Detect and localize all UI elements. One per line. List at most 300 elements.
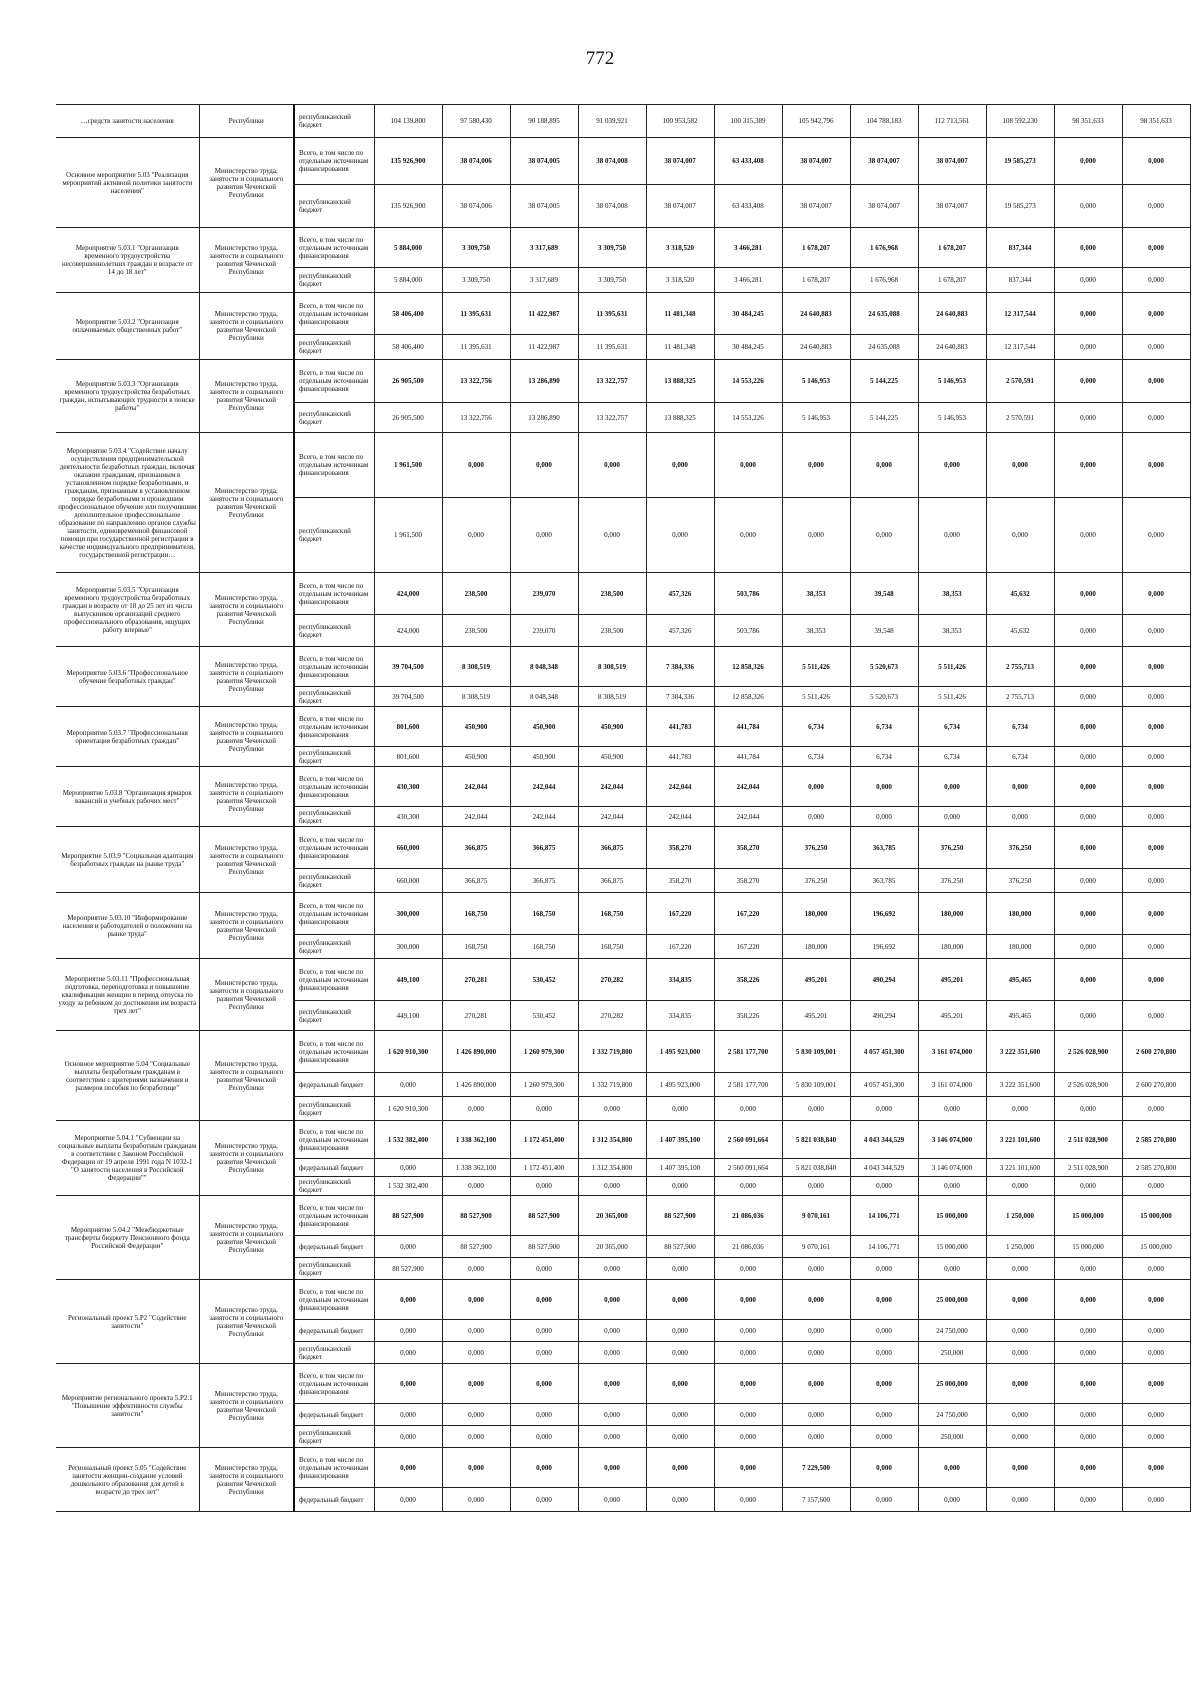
amount-cell: 358,270 bbox=[714, 827, 782, 869]
amount-cell: 0,000 bbox=[646, 1177, 714, 1196]
amount-cell: 0,000 bbox=[510, 1280, 578, 1320]
amount-cell: 0,000 bbox=[1054, 138, 1122, 185]
table-row bbox=[56, 1121, 1190, 1159]
responsible-executor: Министерство труда, занятости и социального развития Чеченской Республики bbox=[199, 433, 294, 573]
amount-cell: 449,100 bbox=[374, 1001, 442, 1031]
amount-cell: 366,875 bbox=[510, 869, 578, 893]
amount-cell: 495,465 bbox=[986, 959, 1054, 1001]
funding-source: республиканский бюджет bbox=[294, 403, 374, 433]
amount-cell: 239,070 bbox=[510, 573, 578, 615]
amount-cell: 0,000 bbox=[1122, 767, 1190, 807]
amount-cell: 167,220 bbox=[714, 935, 782, 959]
amount-cell: 495,201 bbox=[782, 959, 850, 1001]
amount-cell: 0,000 bbox=[714, 1177, 782, 1196]
funding-source: Всего, в том числе по отдельным источникам финансирования bbox=[294, 1121, 374, 1159]
amount-cell: 11 395,631 bbox=[442, 335, 510, 360]
amount-cell: 19 585,273 bbox=[986, 138, 1054, 185]
amount-cell: 0,000 bbox=[1122, 1097, 1190, 1121]
amount-cell: 0,000 bbox=[646, 1097, 714, 1121]
amount-cell: 376,250 bbox=[918, 869, 986, 893]
responsible-executor: Министерство труда, занятости и социального развития Чеченской Республики bbox=[199, 573, 294, 647]
amount-cell: 0,000 bbox=[578, 1404, 646, 1426]
amount-cell: 0,000 bbox=[714, 1404, 782, 1426]
amount-cell: 0,000 bbox=[510, 1097, 578, 1121]
amount-cell: 5 511,426 bbox=[782, 687, 850, 707]
amount-cell: 97 580,430 bbox=[442, 105, 510, 138]
amount-cell: 0,000 bbox=[714, 1280, 782, 1320]
amount-cell: 0,000 bbox=[986, 1097, 1054, 1121]
amount-cell: 38 074,005 bbox=[510, 138, 578, 185]
amount-cell: 0,000 bbox=[510, 1488, 578, 1512]
amount-cell: 239,070 bbox=[510, 615, 578, 647]
amount-cell: 837,344 bbox=[986, 228, 1054, 268]
amount-cell: 376,250 bbox=[986, 869, 1054, 893]
amount-cell: 0,000 bbox=[646, 1280, 714, 1320]
amount-cell: 495,201 bbox=[782, 1001, 850, 1031]
funding-source: республиканский бюджет bbox=[294, 615, 374, 647]
program-item-name: Мероприятие 5.03.11 "Профессиональная подготовка, переподготовка и повышение квалификации женщин в период отпуска по уходу за ребенком до достижения им возраста трех лет" bbox=[56, 959, 199, 1031]
amount-cell: 3 146 074,000 bbox=[918, 1159, 986, 1177]
amount-cell: 108 592,230 bbox=[986, 105, 1054, 138]
amount-cell: 5 146,953 bbox=[918, 403, 986, 433]
amount-cell: 441,783 bbox=[646, 707, 714, 747]
amount-cell: 3 221 101,600 bbox=[986, 1159, 1054, 1177]
amount-cell: 1 678,207 bbox=[918, 268, 986, 293]
amount-cell: 14 106,771 bbox=[850, 1196, 918, 1236]
responsible-executor: Министерство труда, занятости и социального развития Чеченской Республики bbox=[199, 893, 294, 959]
amount-cell: 30 484,245 bbox=[714, 293, 782, 335]
amount-cell: 0,000 bbox=[714, 433, 782, 498]
amount-cell: 250,000 bbox=[918, 1342, 986, 1364]
amount-cell: 0,000 bbox=[986, 1280, 1054, 1320]
amount-cell: 0,000 bbox=[510, 498, 578, 573]
amount-cell: 0,000 bbox=[850, 1280, 918, 1320]
amount-cell: 2 560 091,664 bbox=[714, 1121, 782, 1159]
amount-cell: 270,281 bbox=[442, 959, 510, 1001]
amount-cell: 1 332 719,800 bbox=[578, 1031, 646, 1073]
amount-cell: 13 286,890 bbox=[510, 403, 578, 433]
amount-cell: 1 676,968 bbox=[850, 268, 918, 293]
amount-cell: 100 315,389 bbox=[714, 105, 782, 138]
amount-cell: 0,000 bbox=[1054, 498, 1122, 573]
amount-cell: 0,000 bbox=[578, 1177, 646, 1196]
program-item-name: Мероприятие 5.04.1 "Субвенции на социальные выплаты безработным гражданам в соответствии с Законом Российской Федерации от 19 апреля 1991 года N 1032-1 "О занятости населения в Российской Федерации"" bbox=[56, 1121, 199, 1196]
program-item-name: Мероприятие 5.03.8 "Организация ярмарок вакансий и учебных рабочих мест" bbox=[56, 767, 199, 827]
amount-cell: 0,000 bbox=[442, 1342, 510, 1364]
table-row bbox=[56, 360, 1190, 403]
amount-cell: 1 407 395,100 bbox=[646, 1159, 714, 1177]
amount-cell: 30 484,245 bbox=[714, 335, 782, 360]
amount-cell: 837,344 bbox=[986, 268, 1054, 293]
amount-cell: 180,000 bbox=[782, 935, 850, 959]
responsible-executor: Министерство труда, занятости и социального развития Чеченской Республики bbox=[199, 293, 294, 360]
amount-cell: 0,000 bbox=[850, 1448, 918, 1488]
amount-cell: 366,875 bbox=[442, 827, 510, 869]
amount-cell: 1 260 979,300 bbox=[510, 1031, 578, 1073]
amount-cell: 7 384,336 bbox=[646, 647, 714, 687]
amount-cell: 0,000 bbox=[782, 1097, 850, 1121]
amount-cell: 4 043 344,529 bbox=[850, 1159, 918, 1177]
responsible-executor: Министерство труда, занятости и социального развития Чеченской Республики bbox=[199, 767, 294, 827]
amount-cell: 376,250 bbox=[782, 827, 850, 869]
amount-cell: 0,000 bbox=[374, 1280, 442, 1320]
amount-cell: 358,270 bbox=[646, 827, 714, 869]
amount-cell: 167,220 bbox=[646, 935, 714, 959]
funding-source: республиканский бюджет bbox=[294, 1177, 374, 1196]
amount-cell: 2 755,713 bbox=[986, 647, 1054, 687]
amount-cell: 39,548 bbox=[850, 573, 918, 615]
amount-cell: 0,000 bbox=[1054, 335, 1122, 360]
amount-cell: 0,000 bbox=[1122, 935, 1190, 959]
amount-cell: 0,000 bbox=[1122, 335, 1190, 360]
amount-cell: 9 070,161 bbox=[782, 1196, 850, 1236]
amount-cell: 0,000 bbox=[1122, 827, 1190, 869]
amount-cell: 0,000 bbox=[442, 1448, 510, 1488]
amount-cell: 167,220 bbox=[646, 893, 714, 935]
amount-cell: 12 317,544 bbox=[986, 293, 1054, 335]
amount-cell: 490,294 bbox=[850, 959, 918, 1001]
amount-cell: 3 317,689 bbox=[510, 228, 578, 268]
amount-cell: 0,000 bbox=[1122, 433, 1190, 498]
amount-cell: 26 905,500 bbox=[374, 360, 442, 403]
amount-cell: 88 527,900 bbox=[646, 1196, 714, 1236]
program-item-name: Региональный проект 5.Р2 "Содействие занятости" bbox=[56, 1280, 199, 1364]
amount-cell: 5 821 038,840 bbox=[782, 1121, 850, 1159]
funding-source: Всего, в том числе по отдельным источникам финансирования bbox=[294, 827, 374, 869]
funding-source: Всего, в том числе по отдельным источникам финансирования bbox=[294, 1280, 374, 1320]
amount-cell: 358,226 bbox=[714, 959, 782, 1001]
amount-cell: 441,784 bbox=[714, 747, 782, 767]
amount-cell: 1 620 910,300 bbox=[374, 1031, 442, 1073]
amount-cell: 6,734 bbox=[850, 707, 918, 747]
amount-cell: 270,281 bbox=[442, 1001, 510, 1031]
program-item-name: Мероприятие 5.03.3 "Организация временного трудоустройства безработных граждан, испытывающих трудности в поиске работы" bbox=[56, 360, 199, 433]
table-row bbox=[56, 433, 1190, 498]
amount-cell: 0,000 bbox=[1054, 1488, 1122, 1512]
amount-cell: 11 395,631 bbox=[578, 335, 646, 360]
amount-cell: 1 426 890,000 bbox=[442, 1073, 510, 1097]
responsible-executor: Министерство труда, занятости и социального развития Чеченской Республики bbox=[199, 1031, 294, 1121]
amount-cell: 0,000 bbox=[1054, 1177, 1122, 1196]
amount-cell: 180,000 bbox=[918, 893, 986, 935]
amount-cell: 14 106,771 bbox=[850, 1236, 918, 1258]
amount-cell: 0,000 bbox=[1122, 893, 1190, 935]
funding-source: Всего, в том числе по отдельным источникам финансирования bbox=[294, 707, 374, 747]
amount-cell: 7 384,336 bbox=[646, 687, 714, 707]
amount-cell: 0,000 bbox=[1122, 959, 1190, 1001]
table-row bbox=[56, 959, 1190, 1001]
amount-cell: 12 858,326 bbox=[714, 647, 782, 687]
amount-cell: 8 308,519 bbox=[578, 647, 646, 687]
amount-cell: 242,044 bbox=[578, 767, 646, 807]
funding-source: Всего, в том числе по отдельным источникам финансирования bbox=[294, 138, 374, 185]
amount-cell: 0,000 bbox=[442, 1404, 510, 1426]
table-row bbox=[56, 573, 1190, 615]
amount-cell: 0,000 bbox=[1122, 615, 1190, 647]
amount-cell: 0,000 bbox=[442, 498, 510, 573]
amount-cell: 2 581 177,700 bbox=[714, 1073, 782, 1097]
program-item-name: Основное мероприятие 5.03 "Реализация мероприятий активной политики занятости населения" bbox=[56, 138, 199, 228]
amount-cell: 801,600 bbox=[374, 747, 442, 767]
amount-cell: 91 039,921 bbox=[578, 105, 646, 138]
amount-cell: 0,000 bbox=[374, 1426, 442, 1448]
amount-cell: 1 678,207 bbox=[782, 228, 850, 268]
amount-cell: 376,250 bbox=[782, 869, 850, 893]
amount-cell: 363,785 bbox=[850, 827, 918, 869]
amount-cell: 238,500 bbox=[442, 573, 510, 615]
funding-source: Всего, в том числе по отдельным источникам финансирования bbox=[294, 433, 374, 498]
amount-cell: 0,000 bbox=[782, 1280, 850, 1320]
amount-cell: 0,000 bbox=[986, 1448, 1054, 1488]
amount-cell: 4 057 451,300 bbox=[850, 1031, 918, 1073]
amount-cell: 38,353 bbox=[782, 573, 850, 615]
program-item-name: Мероприятие 5.03.9 "Социальная адаптация безработных граждан на рынке труда" bbox=[56, 827, 199, 893]
amount-cell: 104 788,183 bbox=[850, 105, 918, 138]
amount-cell: 3 309,750 bbox=[442, 268, 510, 293]
amount-cell: 196,692 bbox=[850, 893, 918, 935]
amount-cell: 0,000 bbox=[850, 433, 918, 498]
page-number: 772 bbox=[585, 48, 615, 69]
amount-cell: 0,000 bbox=[918, 1488, 986, 1512]
amount-cell: 0,000 bbox=[374, 1404, 442, 1426]
funding-source: федеральный бюджет bbox=[294, 1320, 374, 1342]
amount-cell: 1 620 910,300 bbox=[374, 1097, 442, 1121]
amount-cell: 6,734 bbox=[782, 747, 850, 767]
amount-cell: 3 466,281 bbox=[714, 268, 782, 293]
amount-cell: 2 600 270,800 bbox=[1122, 1073, 1190, 1097]
amount-cell: 0,000 bbox=[510, 1404, 578, 1426]
responsible-executor: Министерство труда, занятости и социального развития Чеченской Республики bbox=[199, 1364, 294, 1448]
amount-cell: 0,000 bbox=[850, 1258, 918, 1280]
responsible-executor: Министерство труда, занятости и социального развития Чеченской Республики bbox=[199, 1196, 294, 1280]
amount-cell: 270,282 bbox=[578, 1001, 646, 1031]
amount-cell: 366,875 bbox=[578, 827, 646, 869]
amount-cell: 242,044 bbox=[442, 767, 510, 807]
amount-cell: 88 527,900 bbox=[374, 1258, 442, 1280]
amount-cell: 0,000 bbox=[1122, 1258, 1190, 1280]
amount-cell: 0,000 bbox=[578, 1320, 646, 1342]
amount-cell: 14 553,226 bbox=[714, 360, 782, 403]
amount-cell: 12 858,326 bbox=[714, 687, 782, 707]
funding-source: республиканский бюджет bbox=[294, 1097, 374, 1121]
amount-cell: 0,000 bbox=[646, 433, 714, 498]
amount-cell: 38 074,007 bbox=[850, 138, 918, 185]
amount-cell: 0,000 bbox=[510, 1364, 578, 1404]
amount-cell: 0,000 bbox=[374, 1236, 442, 1258]
amount-cell: 366,875 bbox=[510, 827, 578, 869]
program-item-name: Мероприятие 5.04.2 "Межбюджетные трансферты бюджету Пенсионного фонда Российской Федерации" bbox=[56, 1196, 199, 1280]
amount-cell: 38 074,007 bbox=[782, 185, 850, 228]
amount-cell: 0,000 bbox=[1054, 1364, 1122, 1404]
amount-cell: 13 322,756 bbox=[442, 403, 510, 433]
amount-cell: 2 600 270,800 bbox=[1122, 1031, 1190, 1073]
amount-cell: 38 074,006 bbox=[442, 138, 510, 185]
amount-cell: 0,000 bbox=[374, 1488, 442, 1512]
amount-cell: 3 309,750 bbox=[442, 228, 510, 268]
amount-cell: 0,000 bbox=[782, 1258, 850, 1280]
amount-cell: 503,786 bbox=[714, 573, 782, 615]
amount-cell: 13 888,325 bbox=[646, 360, 714, 403]
amount-cell: 0,000 bbox=[442, 1177, 510, 1196]
amount-cell: 11 395,631 bbox=[578, 293, 646, 335]
amount-cell: 0,000 bbox=[714, 1342, 782, 1364]
amount-cell: 8 048,348 bbox=[510, 687, 578, 707]
amount-cell: 0,000 bbox=[782, 807, 850, 827]
amount-cell: 2 585 270,800 bbox=[1122, 1121, 1190, 1159]
table-row bbox=[56, 827, 1190, 869]
amount-cell: 14 553,226 bbox=[714, 403, 782, 433]
program-item-name: Мероприятие 5.03.2 "Организация оплачиваемых общественных работ" bbox=[56, 293, 199, 360]
amount-cell: 0,000 bbox=[646, 1258, 714, 1280]
amount-cell: 0,000 bbox=[1054, 1001, 1122, 1031]
funding-source: республиканский бюджет bbox=[294, 268, 374, 293]
amount-cell: 0,000 bbox=[986, 767, 1054, 807]
responsible-executor: Министерство труда, занятости и социального развития Чеченской Республики bbox=[199, 360, 294, 433]
amount-cell: 6,734 bbox=[986, 747, 1054, 767]
amount-cell: 2 570,591 bbox=[986, 360, 1054, 403]
amount-cell: 38,353 bbox=[782, 615, 850, 647]
amount-cell: 1 312 354,800 bbox=[578, 1159, 646, 1177]
funding-source: Всего, в том числе по отдельным источникам финансирования bbox=[294, 228, 374, 268]
funding-source: республиканский бюджет bbox=[294, 335, 374, 360]
amount-cell: 0,000 bbox=[986, 1426, 1054, 1448]
amount-cell: 0,000 bbox=[442, 1097, 510, 1121]
amount-cell: 45,632 bbox=[986, 615, 1054, 647]
amount-cell: 88 527,900 bbox=[510, 1196, 578, 1236]
amount-cell: 2 560 091,664 bbox=[714, 1159, 782, 1177]
funding-source: республиканский бюджет bbox=[294, 185, 374, 228]
amount-cell: 358,226 bbox=[714, 1001, 782, 1031]
amount-cell: 0,000 bbox=[714, 1320, 782, 1342]
amount-cell: 0,000 bbox=[510, 1426, 578, 1448]
amount-cell: 5 830 109,001 bbox=[782, 1073, 850, 1097]
amount-cell: 0,000 bbox=[374, 1159, 442, 1177]
amount-cell: 0,000 bbox=[1054, 615, 1122, 647]
amount-cell: 530,452 bbox=[510, 1001, 578, 1031]
amount-cell: 1 260 979,300 bbox=[510, 1073, 578, 1097]
responsible-executor: Министерство труда, занятости и социального развития Чеченской Республики bbox=[199, 707, 294, 767]
amount-cell: 363,785 bbox=[850, 869, 918, 893]
amount-cell: 0,000 bbox=[782, 767, 850, 807]
table-row bbox=[56, 228, 1190, 268]
program-item-name: …средств занятости населения bbox=[56, 105, 199, 138]
amount-cell: 5 146,953 bbox=[918, 360, 986, 403]
amount-cell: 38 074,007 bbox=[918, 185, 986, 228]
amount-cell: 242,044 bbox=[442, 807, 510, 827]
amount-cell: 242,044 bbox=[578, 807, 646, 827]
amount-cell: 0,000 bbox=[714, 498, 782, 573]
amount-cell: 2 585 270,800 bbox=[1122, 1159, 1190, 1177]
amount-cell: 58 406,400 bbox=[374, 293, 442, 335]
amount-cell: 0,000 bbox=[442, 1364, 510, 1404]
amount-cell: 424,000 bbox=[374, 573, 442, 615]
amount-cell: 0,000 bbox=[714, 1448, 782, 1488]
table-row bbox=[56, 1448, 1190, 1488]
amount-cell: 39 704,500 bbox=[374, 647, 442, 687]
amount-cell: 0,000 bbox=[646, 1426, 714, 1448]
program-item-name: Мероприятие 5.03.1 "Организация временного трудоустройства несовершеннолетних граждан в возрасте от 14 до 18 лет" bbox=[56, 228, 199, 293]
table-row bbox=[56, 105, 1190, 138]
amount-cell: 0,000 bbox=[714, 1364, 782, 1404]
table-row bbox=[56, 1364, 1190, 1404]
funding-source: республиканский бюджет bbox=[294, 869, 374, 893]
amount-cell: 180,000 bbox=[782, 893, 850, 935]
amount-cell: 242,044 bbox=[510, 807, 578, 827]
amount-cell: 24 640,883 bbox=[782, 335, 850, 360]
amount-cell: 0,000 bbox=[1054, 1404, 1122, 1426]
amount-cell: 270,282 bbox=[578, 959, 646, 1001]
amount-cell: 0,000 bbox=[374, 1320, 442, 1342]
amount-cell: 0,000 bbox=[1122, 403, 1190, 433]
amount-cell: 24 640,883 bbox=[918, 335, 986, 360]
amount-cell: 1 532 382,400 bbox=[374, 1177, 442, 1196]
amount-cell: 660,000 bbox=[374, 827, 442, 869]
amount-cell: 112 713,561 bbox=[918, 105, 986, 138]
amount-cell: 0,000 bbox=[986, 1488, 1054, 1512]
amount-cell: 63 433,408 bbox=[714, 185, 782, 228]
amount-cell: 238,500 bbox=[442, 615, 510, 647]
amount-cell: 238,500 bbox=[578, 573, 646, 615]
amount-cell: 4 043 344,529 bbox=[850, 1121, 918, 1159]
amount-cell: 0,000 bbox=[850, 1097, 918, 1121]
amount-cell: 38 074,007 bbox=[646, 185, 714, 228]
amount-cell: 2 570,591 bbox=[986, 403, 1054, 433]
amount-cell: 1 678,207 bbox=[782, 268, 850, 293]
amount-cell: 180,000 bbox=[918, 935, 986, 959]
amount-cell: 0,000 bbox=[374, 1073, 442, 1097]
amount-cell: 0,000 bbox=[1122, 1177, 1190, 1196]
amount-cell: 0,000 bbox=[1122, 747, 1190, 767]
funding-source: республиканский бюджет bbox=[294, 807, 374, 827]
amount-cell: 58 406,400 bbox=[374, 335, 442, 360]
responsible-executor: Министерство труда, занятости и социального развития Чеченской Республики bbox=[199, 647, 294, 707]
amount-cell: 0,000 bbox=[374, 1342, 442, 1364]
amount-cell: 24 750,000 bbox=[918, 1320, 986, 1342]
amount-cell: 11 481,348 bbox=[646, 335, 714, 360]
amount-cell: 5 830 109,001 bbox=[782, 1031, 850, 1073]
amount-cell: 38 074,008 bbox=[578, 138, 646, 185]
funding-source: Всего, в том числе по отдельным источникам финансирования bbox=[294, 1364, 374, 1404]
amount-cell: 98 351,633 bbox=[1054, 105, 1122, 138]
program-item-name: Основное мероприятие 5.04 "Социальные выплаты безработным гражданам в соответствии с критериями назначения и размеров пособия по безработице" bbox=[56, 1031, 199, 1121]
funding-source: Всего, в том числе по отдельным источникам финансирования bbox=[294, 1448, 374, 1488]
amount-cell: 801,600 bbox=[374, 707, 442, 747]
amount-cell: 38 074,007 bbox=[850, 185, 918, 228]
amount-cell: 0,000 bbox=[1054, 1258, 1122, 1280]
amount-cell: 0,000 bbox=[782, 1342, 850, 1364]
amount-cell: 1 961,500 bbox=[374, 498, 442, 573]
funding-source: Всего, в том числе по отдельным источникам финансирования bbox=[294, 893, 374, 935]
funding-source: республиканский бюджет bbox=[294, 1258, 374, 1280]
amount-cell: 0,000 bbox=[1054, 433, 1122, 498]
amount-cell: 0,000 bbox=[578, 433, 646, 498]
amount-cell: 15 000,000 bbox=[918, 1236, 986, 1258]
amount-cell: 0,000 bbox=[1122, 1342, 1190, 1364]
amount-cell: 15 000,000 bbox=[1054, 1196, 1122, 1236]
amount-cell: 0,000 bbox=[1122, 869, 1190, 893]
amount-cell: 5 884,000 bbox=[374, 228, 442, 268]
amount-cell: 0,000 bbox=[1054, 1448, 1122, 1488]
amount-cell: 242,044 bbox=[714, 767, 782, 807]
amount-cell: 3 161 074,000 bbox=[918, 1073, 986, 1097]
table-row bbox=[56, 707, 1190, 747]
amount-cell: 1 172 451,400 bbox=[510, 1121, 578, 1159]
amount-cell: 1 676,968 bbox=[850, 228, 918, 268]
amount-cell: 495,465 bbox=[986, 1001, 1054, 1031]
amount-cell: 0,000 bbox=[1122, 498, 1190, 573]
amount-cell: 0,000 bbox=[510, 1320, 578, 1342]
amount-cell: 25 000,000 bbox=[918, 1280, 986, 1320]
